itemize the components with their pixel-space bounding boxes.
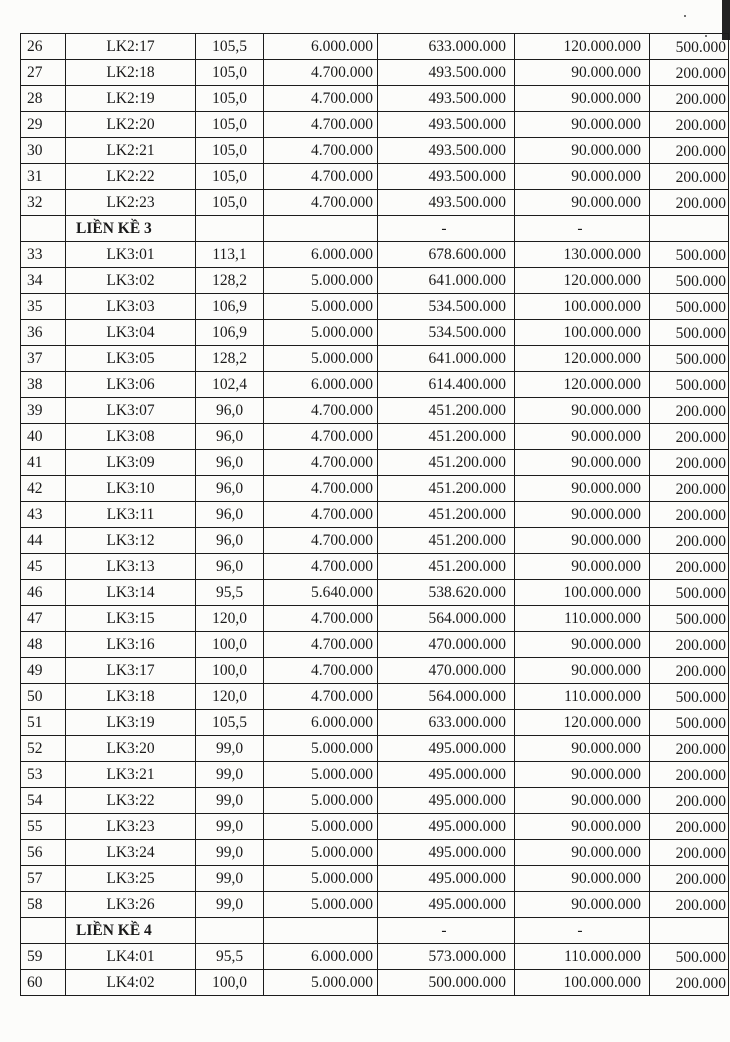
row-number-cell: 45 bbox=[21, 554, 66, 580]
area-cell: 102,4 bbox=[196, 372, 264, 398]
row-number-cell: 55 bbox=[21, 814, 66, 840]
deposit-cell: 90.000.000 bbox=[515, 476, 650, 502]
row-number-cell: 33 bbox=[21, 242, 66, 268]
deposit-cell: 90.000.000 bbox=[515, 424, 650, 450]
fee-cell bbox=[650, 918, 729, 944]
unit-price-cell: 5.000.000 bbox=[264, 814, 378, 840]
table-row bbox=[21, 528, 729, 554]
unit-price-cell: 6.000.000 bbox=[264, 372, 378, 398]
lot-code-cell: LK2:22 bbox=[66, 164, 196, 190]
area-cell: 96,0 bbox=[196, 398, 264, 424]
deposit-cell: 90.000.000 bbox=[515, 86, 650, 112]
table-body bbox=[21, 34, 729, 996]
lot-code-cell: LK3:06 bbox=[66, 372, 196, 398]
area-cell: 106,9 bbox=[196, 320, 264, 346]
lot-code-cell: LK3:17 bbox=[66, 658, 196, 684]
fee-cell: 200.000 bbox=[650, 840, 729, 866]
unit-price-cell: 4.700.000 bbox=[264, 632, 378, 658]
table-row bbox=[21, 346, 729, 372]
area-cell: 96,0 bbox=[196, 424, 264, 450]
lot-code-cell: LK3:16 bbox=[66, 632, 196, 658]
table-row bbox=[21, 970, 729, 996]
deposit-cell: 90.000.000 bbox=[515, 632, 650, 658]
row-number-cell: 27 bbox=[21, 60, 66, 86]
group-title: LIỀN KỀ 4 bbox=[66, 918, 196, 944]
total-price-cell: 451.200.000 bbox=[378, 450, 515, 476]
deposit-cell: 90.000.000 bbox=[515, 190, 650, 216]
row-number-cell: 60 bbox=[21, 970, 66, 996]
total-price-cell: 534.500.000 bbox=[378, 320, 515, 346]
lot-code-cell: LK3:07 bbox=[66, 398, 196, 424]
row-number-cell: 36 bbox=[21, 320, 66, 346]
fee-cell: 200.000 bbox=[650, 190, 729, 216]
total-price-cell: 451.200.000 bbox=[378, 554, 515, 580]
row-number-cell: 34 bbox=[21, 268, 66, 294]
deposit-cell: 90.000.000 bbox=[515, 60, 650, 86]
table-row bbox=[21, 112, 729, 138]
table-row bbox=[21, 554, 729, 580]
lot-code-cell: LK3:01 bbox=[66, 242, 196, 268]
fee-cell: 200.000 bbox=[650, 658, 729, 684]
table-row bbox=[21, 892, 729, 918]
table-row bbox=[21, 944, 729, 970]
total-price-cell: 493.500.000 bbox=[378, 190, 515, 216]
table-row bbox=[21, 632, 729, 658]
fee-cell: 500.000 bbox=[650, 684, 729, 710]
deposit-cell: 90.000.000 bbox=[515, 138, 650, 164]
unit-price-cell: 4.700.000 bbox=[264, 476, 378, 502]
fee-cell: 200.000 bbox=[650, 112, 729, 138]
total-price-cell: 451.200.000 bbox=[378, 528, 515, 554]
total-price-cell: 470.000.000 bbox=[378, 632, 515, 658]
area-cell: 105,0 bbox=[196, 164, 264, 190]
lot-code-cell: LK3:18 bbox=[66, 684, 196, 710]
total-price-cell: 495.000.000 bbox=[378, 736, 515, 762]
table-row bbox=[21, 190, 729, 216]
group-header-row bbox=[21, 216, 729, 242]
area-cell: 105,0 bbox=[196, 86, 264, 112]
row-number-cell: 54 bbox=[21, 788, 66, 814]
lot-code-cell: LK3:23 bbox=[66, 814, 196, 840]
group-header-row bbox=[21, 918, 729, 944]
row-number-cell: 28 bbox=[21, 86, 66, 112]
unit-price-cell: 5.000.000 bbox=[264, 788, 378, 814]
fee-cell: 200.000 bbox=[650, 554, 729, 580]
fee-cell: 200.000 bbox=[650, 892, 729, 918]
unit-price-cell: 4.700.000 bbox=[264, 658, 378, 684]
row-number-cell: 42 bbox=[21, 476, 66, 502]
unit-price-cell: 6.000.000 bbox=[264, 710, 378, 736]
area-cell: 99,0 bbox=[196, 814, 264, 840]
deposit-cell: 90.000.000 bbox=[515, 554, 650, 580]
deposit-cell: 110.000.000 bbox=[515, 606, 650, 632]
row-number-cell: 53 bbox=[21, 762, 66, 788]
total-price-cell: 641.000.000 bbox=[378, 268, 515, 294]
total-price-cell: 573.000.000 bbox=[378, 944, 515, 970]
area-cell: 100,0 bbox=[196, 970, 264, 996]
table-row bbox=[21, 424, 729, 450]
area-cell: 120,0 bbox=[196, 606, 264, 632]
fee-cell: 200.000 bbox=[650, 424, 729, 450]
lot-code-cell: LK2:19 bbox=[66, 86, 196, 112]
deposit-cell: 90.000.000 bbox=[515, 814, 650, 840]
area-cell: 99,0 bbox=[196, 788, 264, 814]
row-number-cell: 32 bbox=[21, 190, 66, 216]
table-row bbox=[21, 736, 729, 762]
lot-code-cell: LK3:09 bbox=[66, 450, 196, 476]
unit-price-cell: 5.000.000 bbox=[264, 268, 378, 294]
fee-cell: 500.000 bbox=[650, 294, 729, 320]
lot-code-cell: LK3:03 bbox=[66, 294, 196, 320]
table-row bbox=[21, 580, 729, 606]
deposit-cell: 90.000.000 bbox=[515, 528, 650, 554]
total-price-cell: 633.000.000 bbox=[378, 710, 515, 736]
table-row bbox=[21, 476, 729, 502]
fee-cell: 200.000 bbox=[650, 866, 729, 892]
lot-code-cell: LK3:15 bbox=[66, 606, 196, 632]
unit-price-cell: 5.000.000 bbox=[264, 892, 378, 918]
row-number-cell: 26 bbox=[21, 34, 66, 60]
fee-cell: 200.000 bbox=[650, 164, 729, 190]
row-number-cell: 58 bbox=[21, 892, 66, 918]
total-price-cell: 564.000.000 bbox=[378, 684, 515, 710]
lot-code-cell: LK4:01 bbox=[66, 944, 196, 970]
fee-cell: 200.000 bbox=[650, 528, 729, 554]
row-number-cell: 59 bbox=[21, 944, 66, 970]
fee-cell: 500.000 bbox=[650, 268, 729, 294]
deposit-cell: 120.000.000 bbox=[515, 346, 650, 372]
unit-price-cell: 6.000.000 bbox=[264, 34, 378, 60]
lot-code-cell: LK3:26 bbox=[66, 892, 196, 918]
lot-code-cell: LK3:08 bbox=[66, 424, 196, 450]
deposit-cell: 90.000.000 bbox=[515, 658, 650, 684]
total-price-cell: 451.200.000 bbox=[378, 476, 515, 502]
unit-price-cell: 4.700.000 bbox=[264, 190, 378, 216]
area-cell: 105,0 bbox=[196, 60, 264, 86]
area-cell: 96,0 bbox=[196, 528, 264, 554]
row-number-cell: 52 bbox=[21, 736, 66, 762]
fee-cell: 500.000 bbox=[650, 372, 729, 398]
unit-price-cell: 4.700.000 bbox=[264, 112, 378, 138]
lot-code-cell: LK2:17 bbox=[66, 34, 196, 60]
total-price-cell: 493.500.000 bbox=[378, 138, 515, 164]
total-price-cell: 564.000.000 bbox=[378, 606, 515, 632]
total-price-cell: 451.200.000 bbox=[378, 398, 515, 424]
area-cell bbox=[196, 918, 264, 944]
total-price-cell: 495.000.000 bbox=[378, 762, 515, 788]
fee-cell: 500.000 bbox=[650, 710, 729, 736]
table-row bbox=[21, 684, 729, 710]
deposit-cell: 130.000.000 bbox=[515, 242, 650, 268]
total-price-cell: 641.000.000 bbox=[378, 346, 515, 372]
deposit-cell: 90.000.000 bbox=[515, 164, 650, 190]
row-number-cell: 40 bbox=[21, 424, 66, 450]
table-row bbox=[21, 814, 729, 840]
table-row bbox=[21, 398, 729, 424]
fee-cell: 200.000 bbox=[650, 60, 729, 86]
unit-price-cell: 4.700.000 bbox=[264, 398, 378, 424]
area-cell: 99,0 bbox=[196, 762, 264, 788]
deposit-cell: 90.000.000 bbox=[515, 788, 650, 814]
unit-price-cell: 5.000.000 bbox=[264, 866, 378, 892]
lot-code-cell: LK3:12 bbox=[66, 528, 196, 554]
total-price-cell: 493.500.000 bbox=[378, 112, 515, 138]
unit-price-cell: 5.000.000 bbox=[264, 762, 378, 788]
lot-code-cell: LK3:10 bbox=[66, 476, 196, 502]
table-row bbox=[21, 60, 729, 86]
area-cell: 105,0 bbox=[196, 138, 264, 164]
lot-code-cell: LK3:21 bbox=[66, 762, 196, 788]
lot-code-cell: LK3:14 bbox=[66, 580, 196, 606]
deposit-cell: 90.000.000 bbox=[515, 892, 650, 918]
row-number-cell bbox=[21, 216, 66, 242]
deposit-cell: 90.000.000 bbox=[515, 736, 650, 762]
area-cell: 99,0 bbox=[196, 736, 264, 762]
unit-price-cell: 4.700.000 bbox=[264, 684, 378, 710]
deposit-cell: 90.000.000 bbox=[515, 840, 650, 866]
fee-cell: 200.000 bbox=[650, 970, 729, 996]
total-price-cell: 534.500.000 bbox=[378, 294, 515, 320]
unit-price-cell: 6.000.000 bbox=[264, 242, 378, 268]
deposit-cell: 100.000.000 bbox=[515, 320, 650, 346]
fee-cell: 500.000 bbox=[650, 580, 729, 606]
table-row bbox=[21, 788, 729, 814]
total-price-cell: 614.400.000 bbox=[378, 372, 515, 398]
total-price-cell: - bbox=[378, 918, 515, 944]
area-cell: 120,0 bbox=[196, 684, 264, 710]
unit-price-cell: 4.700.000 bbox=[264, 60, 378, 86]
area-cell: 105,0 bbox=[196, 112, 264, 138]
row-number-cell: 50 bbox=[21, 684, 66, 710]
deposit-cell: 90.000.000 bbox=[515, 762, 650, 788]
total-price-cell: 495.000.000 bbox=[378, 788, 515, 814]
row-number-cell: 57 bbox=[21, 866, 66, 892]
area-cell: 99,0 bbox=[196, 840, 264, 866]
total-price-cell: 500.000.000 bbox=[378, 970, 515, 996]
unit-price-cell: 5.640.000 bbox=[264, 580, 378, 606]
lot-code-cell: LK2:20 bbox=[66, 112, 196, 138]
fee-cell: 200.000 bbox=[650, 398, 729, 424]
lot-code-cell: LK3:20 bbox=[66, 736, 196, 762]
fee-cell: 200.000 bbox=[650, 502, 729, 528]
group-title: LIỀN KỀ 3 bbox=[66, 216, 196, 242]
area-cell: 128,2 bbox=[196, 268, 264, 294]
area-cell: 100,0 bbox=[196, 632, 264, 658]
unit-price-cell: 5.000.000 bbox=[264, 320, 378, 346]
fee-cell: 500.000 bbox=[650, 606, 729, 632]
table-row bbox=[21, 294, 729, 320]
table-row bbox=[21, 372, 729, 398]
fee-cell: 200.000 bbox=[650, 138, 729, 164]
table-row bbox=[21, 762, 729, 788]
lot-code-cell: LK3:22 bbox=[66, 788, 196, 814]
row-number-cell: 44 bbox=[21, 528, 66, 554]
table-row bbox=[21, 710, 729, 736]
lot-code-cell: LK3:02 bbox=[66, 268, 196, 294]
fee-cell: 200.000 bbox=[650, 476, 729, 502]
total-price-cell: 678.600.000 bbox=[378, 242, 515, 268]
deposit-cell: 120.000.000 bbox=[515, 710, 650, 736]
area-cell: 96,0 bbox=[196, 502, 264, 528]
deposit-cell: 100.000.000 bbox=[515, 294, 650, 320]
fee-cell: 500.000 bbox=[650, 346, 729, 372]
area-cell: 96,0 bbox=[196, 476, 264, 502]
unit-price-cell: 4.700.000 bbox=[264, 502, 378, 528]
fee-cell: 500.000 bbox=[650, 944, 729, 970]
area-cell bbox=[196, 216, 264, 242]
deposit-cell: 90.000.000 bbox=[515, 112, 650, 138]
deposit-cell: - bbox=[515, 216, 650, 242]
deposit-cell: 110.000.000 bbox=[515, 684, 650, 710]
total-price-cell: 493.500.000 bbox=[378, 164, 515, 190]
row-number-cell: 31 bbox=[21, 164, 66, 190]
total-price-cell: 538.620.000 bbox=[378, 580, 515, 606]
row-number-cell: 37 bbox=[21, 346, 66, 372]
fee-cell: 200.000 bbox=[650, 762, 729, 788]
row-number-cell: 56 bbox=[21, 840, 66, 866]
area-cell: 99,0 bbox=[196, 866, 264, 892]
total-price-cell: 493.500.000 bbox=[378, 60, 515, 86]
row-number-cell: 51 bbox=[21, 710, 66, 736]
table-row bbox=[21, 320, 729, 346]
deposit-cell: 110.000.000 bbox=[515, 944, 650, 970]
unit-price-cell: 6.000.000 bbox=[264, 944, 378, 970]
fee-cell: 200.000 bbox=[650, 736, 729, 762]
row-number-cell: 43 bbox=[21, 502, 66, 528]
unit-price-cell: 5.000.000 bbox=[264, 736, 378, 762]
lot-code-cell: LK3:04 bbox=[66, 320, 196, 346]
lot-code-cell: LK2:18 bbox=[66, 60, 196, 86]
total-price-cell: 451.200.000 bbox=[378, 424, 515, 450]
unit-price-cell: 4.700.000 bbox=[264, 450, 378, 476]
fee-cell: 200.000 bbox=[650, 788, 729, 814]
area-cell: 128,2 bbox=[196, 346, 264, 372]
row-number-cell: 35 bbox=[21, 294, 66, 320]
deposit-cell: 90.000.000 bbox=[515, 866, 650, 892]
table-row bbox=[21, 606, 729, 632]
unit-price-cell: 4.700.000 bbox=[264, 528, 378, 554]
scan-speck bbox=[684, 15, 686, 17]
table-row bbox=[21, 34, 729, 60]
unit-price-cell: 4.700.000 bbox=[264, 606, 378, 632]
total-price-cell: 495.000.000 bbox=[378, 840, 515, 866]
land-lot-price-table bbox=[20, 33, 729, 996]
deposit-cell: 100.000.000 bbox=[515, 580, 650, 606]
deposit-cell: 90.000.000 bbox=[515, 398, 650, 424]
unit-price-cell: 5.000.000 bbox=[264, 346, 378, 372]
table-row bbox=[21, 242, 729, 268]
area-cell: 106,9 bbox=[196, 294, 264, 320]
row-number-cell: 49 bbox=[21, 658, 66, 684]
table-row bbox=[21, 658, 729, 684]
area-cell: 113,1 bbox=[196, 242, 264, 268]
deposit-cell: 90.000.000 bbox=[515, 502, 650, 528]
fee-cell: 200.000 bbox=[650, 450, 729, 476]
total-price-cell: 493.500.000 bbox=[378, 86, 515, 112]
table-row bbox=[21, 450, 729, 476]
total-price-cell: 451.200.000 bbox=[378, 502, 515, 528]
table-row bbox=[21, 138, 729, 164]
total-price-cell: 495.000.000 bbox=[378, 892, 515, 918]
unit-price-cell: 4.700.000 bbox=[264, 164, 378, 190]
lot-code-cell: LK4:02 bbox=[66, 970, 196, 996]
area-cell: 105,0 bbox=[196, 190, 264, 216]
lot-code-cell: LK3:05 bbox=[66, 346, 196, 372]
fee-cell bbox=[650, 216, 729, 242]
lot-code-cell: LK3:24 bbox=[66, 840, 196, 866]
fee-cell: 200.000 bbox=[650, 86, 729, 112]
row-number-cell: 41 bbox=[21, 450, 66, 476]
unit-price-cell: 5.000.000 bbox=[264, 840, 378, 866]
unit-price-cell: 5.000.000 bbox=[264, 970, 378, 996]
lot-code-cell: LK2:23 bbox=[66, 190, 196, 216]
area-cell: 105,5 bbox=[196, 34, 264, 60]
row-number-cell bbox=[21, 918, 66, 944]
unit-price-cell bbox=[264, 918, 378, 944]
row-number-cell: 38 bbox=[21, 372, 66, 398]
total-price-cell: - bbox=[378, 216, 515, 242]
fee-cell: 500.000 bbox=[650, 34, 729, 60]
fee-cell: 200.000 bbox=[650, 814, 729, 840]
table-row bbox=[21, 502, 729, 528]
area-cell: 96,0 bbox=[196, 554, 264, 580]
unit-price-cell: 4.700.000 bbox=[264, 424, 378, 450]
total-price-cell: 495.000.000 bbox=[378, 866, 515, 892]
table-row bbox=[21, 268, 729, 294]
area-cell: 100,0 bbox=[196, 658, 264, 684]
deposit-cell: 120.000.000 bbox=[515, 34, 650, 60]
fee-cell: 500.000 bbox=[650, 242, 729, 268]
area-cell: 95,5 bbox=[196, 580, 264, 606]
unit-price-cell: 4.700.000 bbox=[264, 86, 378, 112]
row-number-cell: 39 bbox=[21, 398, 66, 424]
deposit-cell: 120.000.000 bbox=[515, 268, 650, 294]
row-number-cell: 47 bbox=[21, 606, 66, 632]
table-row bbox=[21, 164, 729, 190]
lot-code-cell: LK2:21 bbox=[66, 138, 196, 164]
lot-code-cell: LK3:13 bbox=[66, 554, 196, 580]
table-row bbox=[21, 840, 729, 866]
deposit-cell: 120.000.000 bbox=[515, 372, 650, 398]
row-number-cell: 48 bbox=[21, 632, 66, 658]
area-cell: 105,5 bbox=[196, 710, 264, 736]
fee-cell: 200.000 bbox=[650, 632, 729, 658]
total-price-cell: 633.000.000 bbox=[378, 34, 515, 60]
unit-price-cell: 4.700.000 bbox=[264, 554, 378, 580]
deposit-cell: 100.000.000 bbox=[515, 970, 650, 996]
row-number-cell: 46 bbox=[21, 580, 66, 606]
lot-code-cell: LK3:25 bbox=[66, 866, 196, 892]
area-cell: 96,0 bbox=[196, 450, 264, 476]
deposit-cell: - bbox=[515, 918, 650, 944]
unit-price-cell: 5.000.000 bbox=[264, 294, 378, 320]
area-cell: 99,0 bbox=[196, 892, 264, 918]
total-price-cell: 470.000.000 bbox=[378, 658, 515, 684]
row-number-cell: 30 bbox=[21, 138, 66, 164]
lot-code-cell: LK3:19 bbox=[66, 710, 196, 736]
row-number-cell: 29 bbox=[21, 112, 66, 138]
unit-price-cell bbox=[264, 216, 378, 242]
lot-code-cell: LK3:11 bbox=[66, 502, 196, 528]
table-row bbox=[21, 86, 729, 112]
total-price-cell: 495.000.000 bbox=[378, 814, 515, 840]
unit-price-cell: 4.700.000 bbox=[264, 138, 378, 164]
table-row bbox=[21, 866, 729, 892]
deposit-cell: 90.000.000 bbox=[515, 450, 650, 476]
area-cell: 95,5 bbox=[196, 944, 264, 970]
fee-cell: 500.000 bbox=[650, 320, 729, 346]
